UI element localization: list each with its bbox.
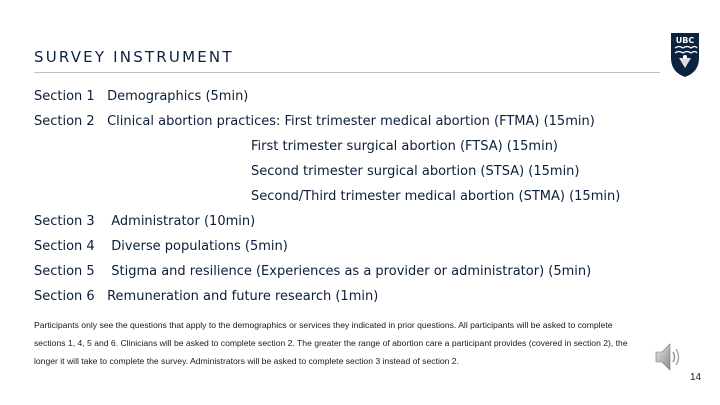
title-divider — [34, 72, 660, 73]
section-label: Section 6 — [34, 289, 95, 304]
section-label: Section 5 — [34, 264, 95, 279]
section-text: Diverse populations (5min) — [111, 239, 288, 254]
section-row-6 — [34, 289, 378, 304]
ubc-crest-icon — [670, 32, 700, 78]
section-row-3 — [34, 214, 255, 229]
page-number: 14 — [690, 372, 702, 383]
section2-subline-1: First trimester surgical abortion (FTSA) (15min) — [251, 139, 559, 154]
section-label: Section 2 — [34, 114, 95, 129]
section-row-5 — [34, 264, 591, 279]
section-label: Section 1 — [34, 89, 95, 104]
section-text: Remuneration and future research (1min) — [107, 289, 379, 304]
section-text: Clinical abortion practices: First trimester medical abortion (FTMA) (15min) — [107, 114, 595, 129]
section-label: Section 3 — [34, 214, 95, 229]
section-label: Section 4 — [34, 239, 95, 254]
section-row-2 — [34, 114, 595, 129]
section-text: Administrator (10min) — [111, 214, 256, 229]
participant-note: Participants only see the questions that apply to the demographics or services they indicated in prior questions. All participants will be asked to complete sections 1, 4, 5 and 6. Clinicians will be asked to complete section 2. The greater the range of abortion care a participant provides (covered in section 2), the longer it will take to complete the survey. Administrators will be asked to complete section 3 instead of section 2. — [34, 320, 628, 367]
section-row-4 — [34, 239, 288, 254]
section-row-1 — [34, 89, 248, 104]
slide-title: SURVEY INSTRUMENT — [34, 48, 234, 66]
section-text: Stigma and resilience (Experiences as a provider or administrator) (5min) — [111, 264, 592, 279]
section2-subline-3: Second/Third trimester medical abortion (STMA) (15min) — [251, 189, 621, 204]
section2-subline-2: Second trimester surgical abortion (STSA) (15min) — [251, 164, 580, 179]
speaker-icon[interactable] — [654, 340, 684, 374]
logo-text: UBC — [675, 36, 695, 45]
section-text: Demographics (5min) — [107, 89, 249, 104]
